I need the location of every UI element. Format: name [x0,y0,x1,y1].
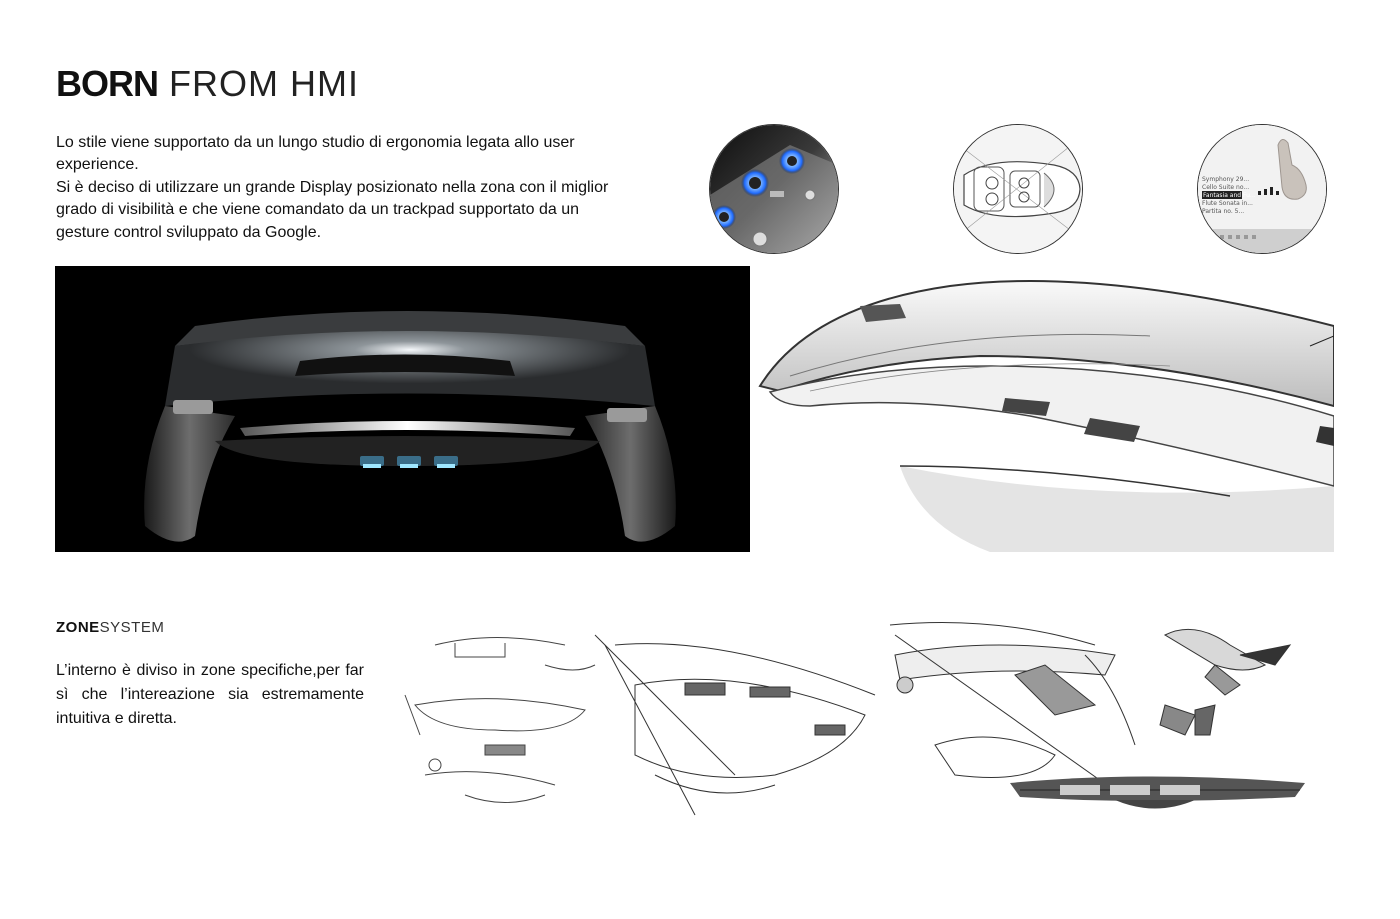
circle-car-topview-image [953,124,1083,254]
ui-menu-illustration [1198,125,1326,253]
page-title [56,62,359,106]
title-bold: BORN [56,63,158,104]
circle-knobs-image [709,124,839,254]
knobs-illustration [710,125,838,253]
menu-item-1: Symphony 29... [1202,176,1250,183]
dashboard-render-light [750,266,1334,552]
zone-system-title [56,619,164,636]
menu-item-2: Cello Suite no... [1202,184,1250,191]
intro-line-1: Lo stile viene supportato da un lungo studio di ergonomia legata allo user experience. [56,134,575,174]
interior-sketches [395,605,1330,835]
sketch-strip [395,605,1330,835]
menu-item-4: Flute Sonata in... [1202,200,1253,207]
dashboard-render-dark [55,266,750,552]
zone-title-light: SYSTEM [99,619,165,636]
dashboard-dark-illustration [55,266,750,552]
menu-item-3: Fantasia and Fu... [1203,192,1256,199]
circle-ui-menu-image [1197,124,1327,254]
title-light: FROM HMI [158,63,359,104]
zone-title-bold: ZONE [56,619,100,636]
car-topview-sketch [954,125,1082,253]
zone-system-paragraph: L’interno è diviso in zone specifiche,per far sì che l’intereazione sia estremamente intuitiva e diretta. [56,662,364,727]
intro-line-2: Si è deciso di utilizzare un grande Display posizionato nella zona con il miglior grado di visibilità e che viene comandato da un trackpad supportato da un gesture control sviluppato da Google. [56,178,609,241]
menu-item-5: Partita no. 5... [1202,208,1245,215]
intro-paragraph [56,132,616,244]
dashboard-light-illustration [750,266,1334,552]
